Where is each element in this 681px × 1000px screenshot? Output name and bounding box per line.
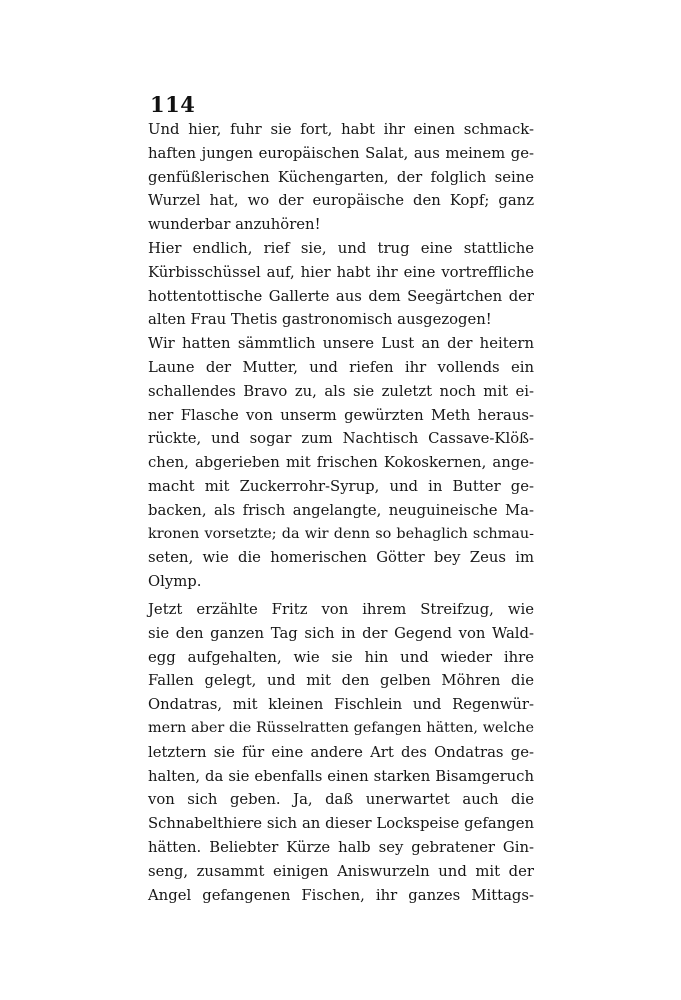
text-line: Angel gefangenen Fischen, ihr ganzes Mittags- — [148, 886, 534, 904]
text-line: Kürbisschüssel auf, hier habt ihr eine vortreffliche — [148, 263, 534, 281]
text-line: backen, als frisch angelangte, neuguineische Ma- — [148, 501, 534, 519]
text-line: sie den ganzen Tag sich in der Gegend von Wald- — [148, 624, 534, 642]
body-text — [148, 118, 534, 907]
text-line: Fallen gelegt, und mit den gelben Möhren die — [148, 672, 534, 690]
text-line: seng, zusammt einigen Aniswurzeln und mit der — [148, 862, 534, 880]
text-line: mern aber die Rüsselratten gefangen hätten, welche — [148, 719, 534, 736]
text-line: egg aufgehalten, wie sie hin und wieder ihre — [148, 648, 534, 666]
text-line: rückte, und sogar zum Nachtisch Cassave-Klöß- — [148, 430, 534, 448]
text-line: ner Flasche von unserm gewürzten Meth heraus- — [148, 406, 534, 424]
text-line: schallendes Bravo zu, als sie zuletzt noch mit ei- — [148, 382, 534, 400]
text-line: chen, abgerieben mit frischen Kokoskernen, ange- — [148, 454, 534, 472]
text-line: Wir hatten sämmtlich unsere Lust an der heitern — [148, 335, 534, 353]
text-line: seten, wie die homerischen Götter bey Zeus im — [148, 549, 534, 567]
text-line: genfüßlerischen Küchengarten, der folglich seine — [148, 168, 534, 186]
text-line: Olymp. — [148, 573, 202, 591]
text-line: Wurzel hat, wo der europäische den Kopf; ganz — [148, 192, 534, 210]
text-line: Und hier, fuhr sie fort, habt ihr einen schmack- — [148, 121, 534, 138]
text-line: Laune der Mutter, und riefen ihr vollends ein — [148, 358, 534, 376]
text-line: halten, da sie ebenfalls einen starken Bisamgeruch — [148, 767, 534, 785]
text-line: hätten. Beliebter Kürze halb sey gebratener Gin- — [148, 838, 534, 856]
text-line: Ondatras, mit kleinen Fischlein und Regenwür- — [148, 696, 534, 714]
text-line: hottentottische Gallerte aus dem Seegärtchen der — [148, 287, 534, 305]
text-line: kronen vorsetzte; da wir denn so behaglich schmau- — [148, 525, 534, 542]
text-line: wunderbar anzuhören! — [148, 216, 321, 234]
page-number: 114 — [150, 92, 196, 117]
text-line: letztern sie für eine andere Art des Ondatras ge- — [148, 743, 534, 761]
text-line: von sich geben. Ja, daß unerwartet auch die — [148, 791, 534, 809]
text-line: Hier endlich, rief sie, und trug eine stattliche — [148, 239, 534, 257]
text-line: Jetzt erzählte Fritz von ihrem Streifzug, wie — [148, 600, 534, 618]
text-line: Schnabelthiere sich an dieser Lockspeise gefangen — [148, 815, 534, 833]
text-line: alten Frau Thetis gastronomisch ausgezogen! — [148, 311, 492, 329]
text-line: haften jungen europäischen Salat, aus meinem ge- — [148, 144, 534, 162]
text-line: macht mit Zuckerrohr-Syrup, und in Butter ge- — [148, 477, 534, 495]
